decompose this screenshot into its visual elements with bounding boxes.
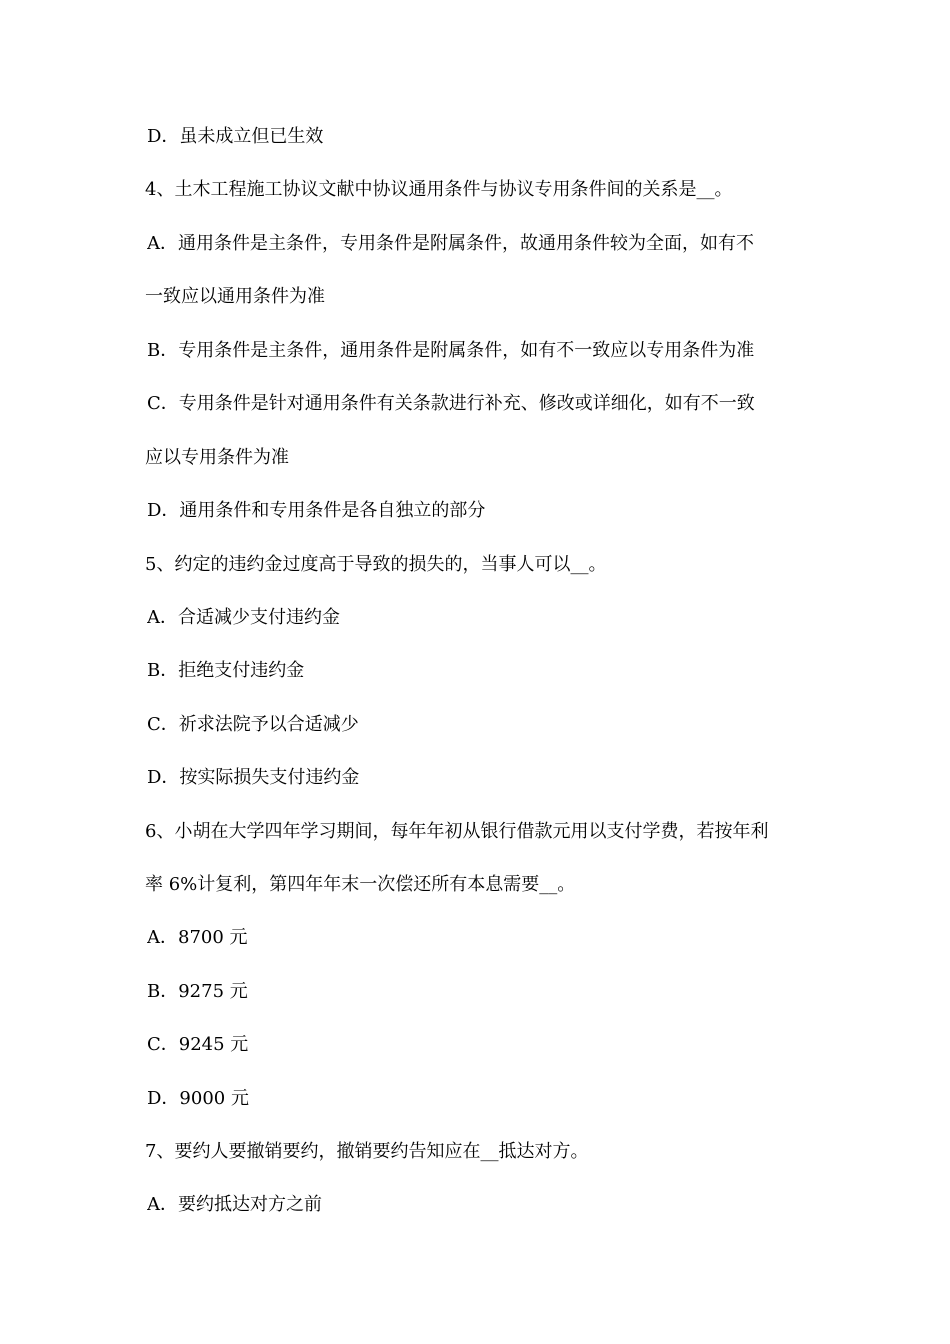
q6-option-c: C．9245 元 [147, 1034, 249, 1055]
q6-option-b: B．9275 元 [147, 981, 248, 1002]
q5-option-d: D．按实际损失支付违约金 [147, 767, 360, 788]
q6-option-a: A．8700 元 [147, 927, 248, 948]
question-7: 7、要约人要撤销要约，撤销要约告知应在__抵达对方。 [145, 1141, 589, 1162]
question-6: 6、小胡在大学四年学习期间，每年年初从银行借款元用以支付学费，若按年利 [145, 821, 769, 842]
question-4: 4、土木工程施工协议文献中协议通用条件与协议专用条件间的关系是__。 [145, 179, 733, 200]
q6-option-d: D．9000 元 [147, 1088, 249, 1109]
q4-option-c: C．专用条件是针对通用条件有关条款进行补充、修改或详细化，如有不一致 [147, 393, 755, 414]
q3-option-d: D．虽未成立但已生效 [147, 126, 324, 147]
q5-option-c: C．祈求法院予以合适减少 [147, 714, 359, 735]
q4-option-d: D．通用条件和专用条件是各自独立的部分 [147, 500, 486, 521]
q5-option-a: A．合适减少支付违约金 [147, 607, 340, 628]
question-6-continued: 率 6%计复利，第四年年末一次偿还所有本息需要__。 [145, 874, 576, 895]
q4-option-c-continued: 应以专用条件为准 [145, 447, 289, 468]
q5-option-b: B．拒绝支付违约金 [147, 660, 305, 681]
question-5: 5、约定的违约金过度高于导致的损失的，当事人可以__。 [145, 554, 607, 575]
q7-option-a: A．要约抵达对方之前 [147, 1194, 322, 1215]
q4-option-b: B．专用条件是主条件，通用条件是附属条件，如有不一致应以专用条件为准 [147, 340, 755, 361]
q4-option-a-continued: 一致应以通用条件为准 [145, 286, 325, 307]
q4-option-a: A．通用条件是主条件，专用条件是附属条件，故通用条件较为全面，如有不 [147, 233, 754, 254]
